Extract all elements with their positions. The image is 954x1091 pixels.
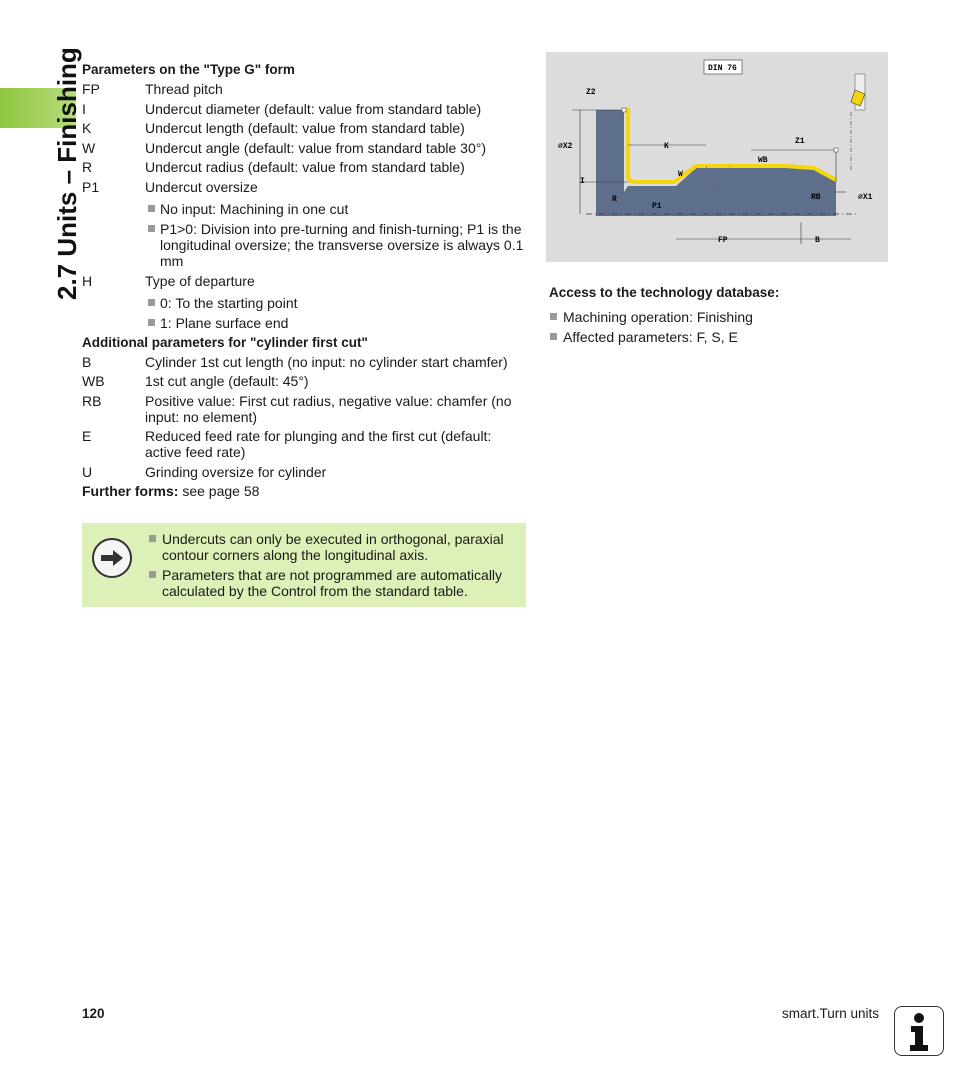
bullet-icon <box>148 299 155 306</box>
param-row <box>82 393 528 425</box>
main-column <box>82 62 528 499</box>
param-row <box>82 428 528 460</box>
rb-label: RB <box>811 193 821 202</box>
param-desc: Undercut oversize <box>145 178 258 195</box>
access-column <box>549 285 889 349</box>
param-desc: Reduced feed rate for plunging and the first cut (default: active feed rate) <box>145 428 492 460</box>
further-forms-label: Further forms: <box>82 483 179 499</box>
footer-title: smart.Turn units <box>782 1006 880 1021</box>
page-number: 120 <box>82 1006 105 1021</box>
list-item <box>146 201 528 217</box>
param-row <box>82 464 528 480</box>
list-item <box>146 315 528 331</box>
list-item <box>549 309 889 325</box>
k-label: K <box>664 142 669 151</box>
bullet-icon <box>550 313 557 320</box>
param-key: I <box>82 100 86 117</box>
undercut-diagram <box>546 52 888 262</box>
param-key: H <box>82 272 93 289</box>
fp-label: FP <box>718 236 728 245</box>
wb-label: WB <box>758 156 768 165</box>
din-label: DIN 76 <box>708 64 737 73</box>
param-key: W <box>82 139 96 156</box>
bullet-text: 1: Plane surface end <box>160 314 289 331</box>
info-icon <box>894 1006 944 1056</box>
param-desc: Undercut angle (default: value from standard table 30°) <box>145 139 487 156</box>
i-label: I <box>580 177 585 186</box>
list-item <box>146 295 528 311</box>
bullet-text: Machining operation: Finishing <box>563 309 753 325</box>
x1-label: ⌀X1 <box>858 193 873 202</box>
param-desc: Undercut radius (default: value from standard table) <box>145 159 465 175</box>
param-desc: Thread pitch <box>145 81 223 97</box>
param-row <box>82 81 528 97</box>
workpiece-shape <box>596 110 836 216</box>
param-desc: Grinding oversize for cylinder <box>145 463 327 480</box>
param-row <box>82 354 528 370</box>
param-key: FP <box>82 81 100 97</box>
list-item <box>148 531 518 563</box>
type-g-heading: Parameters on the "Type G" form <box>82 62 295 77</box>
param-row <box>82 140 528 156</box>
bullet-text: Undercuts can only be executed in orthogonal, paraxial contour corners along the longitudinal axis. <box>162 531 504 563</box>
note-box <box>82 523 526 607</box>
param-row <box>82 373 528 389</box>
bullet-text: No input: Machining in one cut <box>160 200 349 217</box>
b-label: B <box>815 236 820 245</box>
bullet-icon <box>148 225 155 232</box>
param-row <box>82 101 528 117</box>
param-row <box>82 159 528 175</box>
further-forms-link[interactable]: see page 58 <box>178 483 260 499</box>
param-desc: Type of departure <box>145 272 255 289</box>
param-desc: Undercut length (default: value from standard table) <box>145 120 465 136</box>
x2-label: ⌀X2 <box>558 142 573 151</box>
bullet-icon <box>149 571 156 578</box>
z1-label: Z1 <box>795 137 805 146</box>
w-label: W <box>678 170 683 179</box>
bullet-icon <box>149 535 156 542</box>
arrow-right-icon <box>92 538 132 578</box>
param-row <box>82 179 528 195</box>
list-item <box>148 567 518 599</box>
bullet-text: 0: To the starting point <box>160 294 298 311</box>
bullet-icon <box>148 205 155 212</box>
param-desc: Positive value: First cut radius, negative value: chamfer (no input: no element) <box>145 392 512 425</box>
list-item <box>146 221 528 269</box>
param-desc: Undercut diameter (default: value from standard table) <box>145 100 482 117</box>
param-key: U <box>82 463 93 480</box>
param-key: B <box>82 353 92 370</box>
section-title-vertical: 2.7 Units – Finishing <box>52 47 82 300</box>
bullet-text: Affected parameters: F, S, E <box>563 329 738 345</box>
cylinder-heading: Additional parameters for "cylinder first cut" <box>82 334 368 350</box>
list-item <box>549 329 889 345</box>
param-desc: Cylinder 1st cut length (no input: no cylinder start chamfer) <box>145 353 508 370</box>
param-key: K <box>82 120 92 136</box>
type-g-rows <box>82 81 528 195</box>
access-heading: Access to the technology database: <box>549 285 780 300</box>
z2-label: Z2 <box>586 88 596 97</box>
further-forms <box>82 483 528 499</box>
param-desc: 1st cut angle (default: 45°) <box>145 373 309 389</box>
param-key: R <box>82 159 93 175</box>
param-row <box>82 273 528 289</box>
param-key: E <box>82 428 92 444</box>
param-key: WB <box>82 373 105 389</box>
param-row <box>82 120 528 136</box>
param-key: P1 <box>82 178 100 195</box>
param-key: RB <box>82 392 102 409</box>
bullet-icon <box>148 319 155 326</box>
p1-label: P1 <box>652 202 662 211</box>
bullet-text: P1>0: Division into pre-turning and finish-turning; P1 is the longitudinal oversize; the transverse oversize is always 0.1 mm <box>160 220 524 269</box>
bullet-text: Parameters that are not programmed are automatically calculated by the Control from the standard table. <box>162 567 503 599</box>
bullet-icon <box>550 333 557 340</box>
r-label: R <box>612 195 617 204</box>
